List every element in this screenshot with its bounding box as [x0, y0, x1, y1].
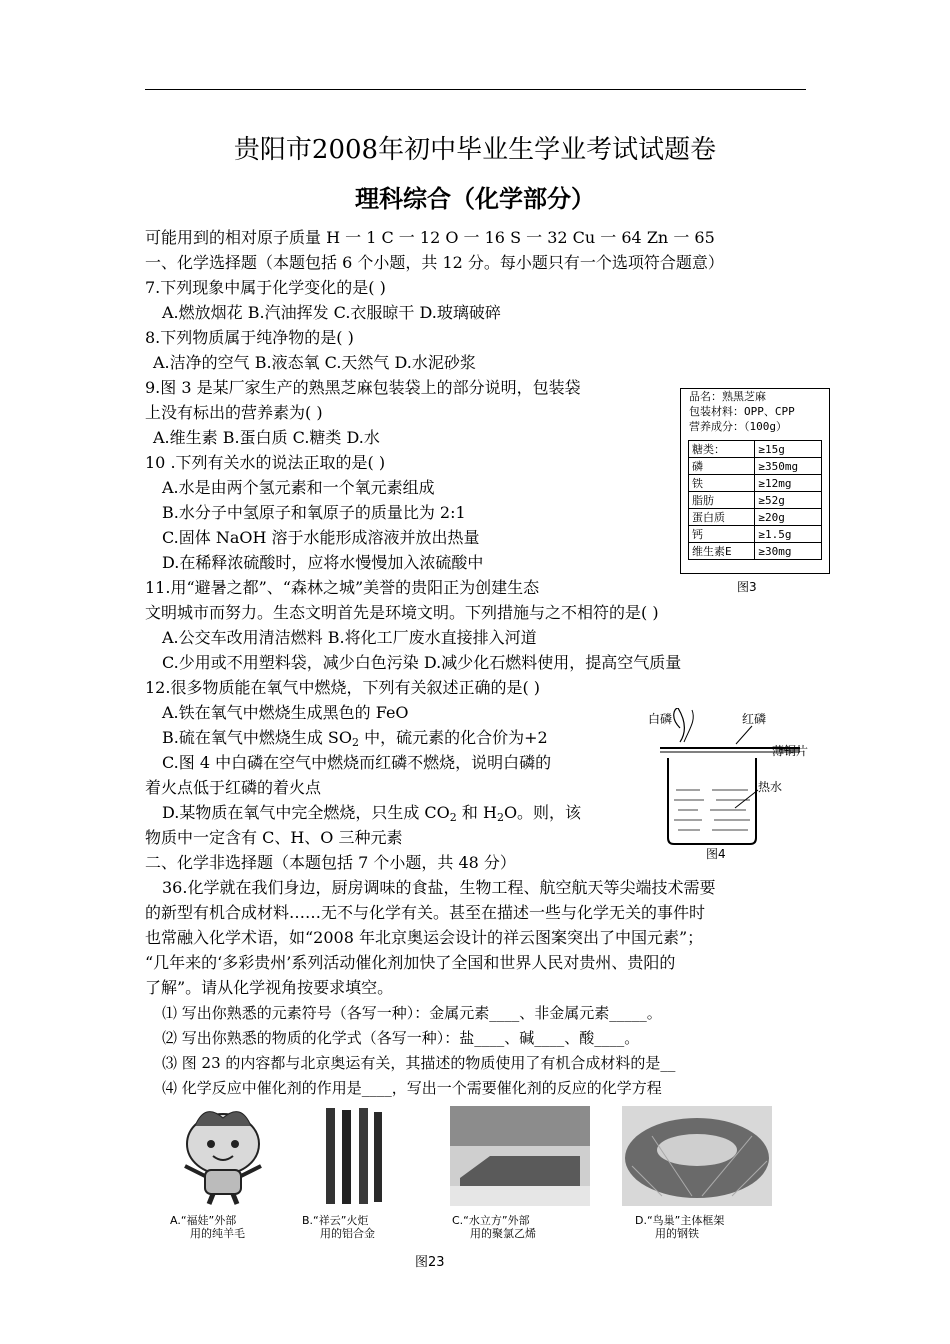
fuwa-image — [165, 1106, 285, 1206]
q10-option-a: A.水是由两个氢元素和一个氧元素组成 — [162, 478, 435, 497]
figure23-caption: 图23 — [415, 1255, 445, 1270]
q8-stem: 8.下列物质属于纯净物的是( ) — [145, 328, 354, 347]
nutrient-name: 蛋白质 — [689, 509, 755, 526]
q7-options: A.燃放烟花 B.汽油挥发 C.衣服晾干 D.玻璃破碎 — [162, 303, 501, 322]
nutrient-name: 钙 — [689, 526, 755, 543]
nutrient-value: ≥52g — [755, 492, 822, 509]
figure3-nutrition-table — [688, 440, 822, 560]
figure23-caption-d — [635, 1214, 724, 1240]
figure23-caption-c — [452, 1214, 536, 1240]
nutrient-value: ≥12mg — [755, 475, 822, 492]
q11-options-ab: A.公交车改用清洁燃料 B.将化工厂废水直接排入河道 — [162, 628, 537, 647]
q10-option-c: C.固体 NaOH 溶于水能形成溶液并放出热量 — [162, 528, 480, 547]
q7-stem: 7.下列现象中属于化学变化的是( ) — [145, 278, 386, 297]
q12-option-b: B.硫在氧气中燃烧生成 $SO_2$ 中，硫元素的化合价为+2 — [162, 728, 548, 749]
section1-heading: 一、化学选择题（本题包括 6 个小题，共 12 分。每小题只有一个选项符合题意） — [145, 253, 724, 272]
table-row — [689, 458, 822, 475]
torch-icon — [322, 1106, 384, 1206]
caption-a-line1: A.“福娃”外部 — [170, 1214, 237, 1227]
q8-options: A.洁净的空气 B.液态氧 C.天然气 D.水泥砂浆 — [153, 353, 476, 372]
water-cube-image — [450, 1106, 590, 1206]
atomic-masses-line: 可能用到的相对原子质量 H 一 1 C 一 12 O 一 16 S 一 32 Cu 一 64 Zn 一 65 — [145, 228, 715, 247]
q10-stem: 10 .下列有关水的说法正取的是( ) — [145, 453, 386, 472]
fuwa-icon — [165, 1106, 285, 1206]
table-row — [689, 441, 822, 458]
q36-para-4: “几年来的‘多彩贵州’系列活动催化剂加快了全国和世界人民对贵州、贵阳的 — [145, 953, 676, 972]
table-row — [689, 492, 822, 509]
table-row — [689, 509, 822, 526]
figure3-nutrition-header: 营养成分：（100g） — [689, 420, 787, 433]
table-row — [689, 526, 822, 543]
q11-stem-1: 11.用“避暑之都”、“森林之城”美誉的贵阳正为创建生态 — [145, 578, 540, 597]
top-rule — [145, 89, 806, 90]
q36-part-4: ⑷ 化学反应中催化剂的作用是____，写出一个需要催化剂的反应的化学方程 — [162, 1079, 662, 1097]
caption-d-line1: D.“鸟巢”主体框架 — [635, 1214, 725, 1227]
section2-heading: 二、化学非选择题（本题包括 7 个小题，共 48 分） — [145, 853, 516, 872]
table-row — [689, 543, 822, 560]
q36-para-2: 的新型有机合成材料……无不与化学有关。甚至在描述一些与化学无关的事件时 — [145, 903, 706, 922]
caption-c-line2: 用的聚氯乙烯 — [470, 1227, 536, 1240]
figure3-product: 品名：熟黑芝麻 — [689, 390, 766, 403]
q12-option-a: A.铁在氧气中燃烧生成黑色的 FeO — [162, 703, 409, 722]
caption-c-line1: C.“水立方”外部 — [452, 1214, 530, 1227]
q11-stem-2: 文明城市而努力。生态文明首先是环境文明。下列措施与之不相符的是( ) — [145, 603, 659, 622]
q12-option-d-2: 物质中一定含有 C、H、O 三种元素 — [145, 828, 403, 847]
caption-b-line2: 用的铝合金 — [320, 1227, 375, 1240]
q9-stem-1: 9.图 3 是某厂家生产的熟黑芝麻包装袋上的部分说明，包装袋 — [145, 378, 581, 397]
page-title: 贵阳市2008年初中毕业生学业考试试题卷 — [233, 135, 717, 165]
q9-options: A.维生素 B.蛋白质 C.糖类 D.水 — [153, 428, 380, 447]
q36-para-3: 也常融入化学术语，如“2008 年北京奥运会设计的祥云图案突出了中国元素”； — [145, 928, 704, 947]
birds-nest-image — [622, 1106, 772, 1206]
nutrient-name: 糖类： — [689, 441, 755, 458]
q11-options-cd: C.少用或不用塑料袋，减少白色污染 D.减少化石燃料使用，提高空气质量 — [162, 653, 682, 672]
q36-para-1: 36.化学就在我们身边，厨房调味的食盐，生物工程、航空航天等尖端技术需要 — [162, 878, 716, 897]
figure4-caption: 图4 — [706, 847, 726, 861]
figure4-copper-sheet-label: 薄铜片 — [772, 744, 809, 758]
nutrient-name: 脂肪 — [689, 492, 755, 509]
q36-para-5: 了解”。请从化学视角按要求填空。 — [145, 978, 394, 997]
nutrient-value: ≥30mg — [755, 543, 822, 560]
q10-option-d: D.在稀释浓硫酸时，应将水慢慢加入浓硫酸中 — [162, 553, 484, 572]
nutrient-name: 铁 — [689, 475, 755, 492]
figure23-caption-a — [170, 1214, 245, 1240]
figure23-caption-b — [302, 1214, 375, 1240]
figure4-hot-water-label: 热水 — [758, 780, 783, 794]
q36-part-1: ⑴ 写出你熟悉的元素符号（各写一种）：金属元素____、非金属元素_____。 — [162, 1004, 662, 1022]
figure4-red-phosphorus-label: 红磷 — [742, 712, 767, 726]
q36-part-2: ⑵ 写出你熟悉的物质的化学式（各写一种）：盐____、碱____、酸____。 — [162, 1029, 640, 1047]
q10-option-b: B.水分子中氢原子和氧原子的质量比为 2:1 — [162, 503, 466, 522]
q12-option-c-2: 着火点低于红磷的着火点 — [145, 778, 322, 797]
figure4-phosphorus-experiment — [640, 708, 820, 861]
nutrient-value: ≥350mg — [755, 458, 822, 475]
q36-part-3: ⑶ 图 23 的内容都与北京奥运有关，其描述的物质使用了有机合成材料的是__ — [162, 1054, 676, 1072]
q9-stem-2: 上没有标出的营养素为( ) — [145, 403, 323, 422]
nutrient-value: ≥15g — [755, 441, 822, 458]
page-subtitle: 理科综合（化学部分） — [355, 184, 595, 213]
q12-option-d-1: D.某物质在氧气中完全燃烧，只生成 $CO_2$ 和 $H_2O$。则，该 — [162, 803, 582, 824]
caption-d-line2: 用的钢铁 — [655, 1227, 699, 1240]
figure4-white-phosphorus-label: 白磷 — [648, 712, 673, 726]
figure3-caption: 图3 — [737, 580, 757, 594]
q12-option-c-1: C.图 4 中白磷在空气中燃烧而红磷不燃烧，说明白磷的 — [162, 753, 552, 772]
table-row — [689, 475, 822, 492]
nutrient-name: 维生素E — [689, 543, 755, 560]
figure3-nutrition-label — [680, 388, 830, 594]
figure4-diagram — [640, 708, 820, 858]
nutrient-value: ≥20g — [755, 509, 822, 526]
caption-a-line2: 用的纯羊毛 — [190, 1227, 245, 1240]
birds-nest-icon — [622, 1106, 772, 1206]
nutrient-name: 磷 — [689, 458, 755, 475]
nutrient-value: ≥1.5g — [755, 526, 822, 543]
torch-image — [322, 1106, 384, 1206]
caption-b-line1: B.“祥云”火炬 — [302, 1214, 369, 1227]
water-cube-icon — [450, 1106, 590, 1206]
figure3-packaging: 包装材料：OPP、CPP — [689, 405, 795, 418]
q12-stem: 12.很多物质能在氧气中燃烧，下列有关叙述正确的是( ) — [145, 678, 541, 697]
